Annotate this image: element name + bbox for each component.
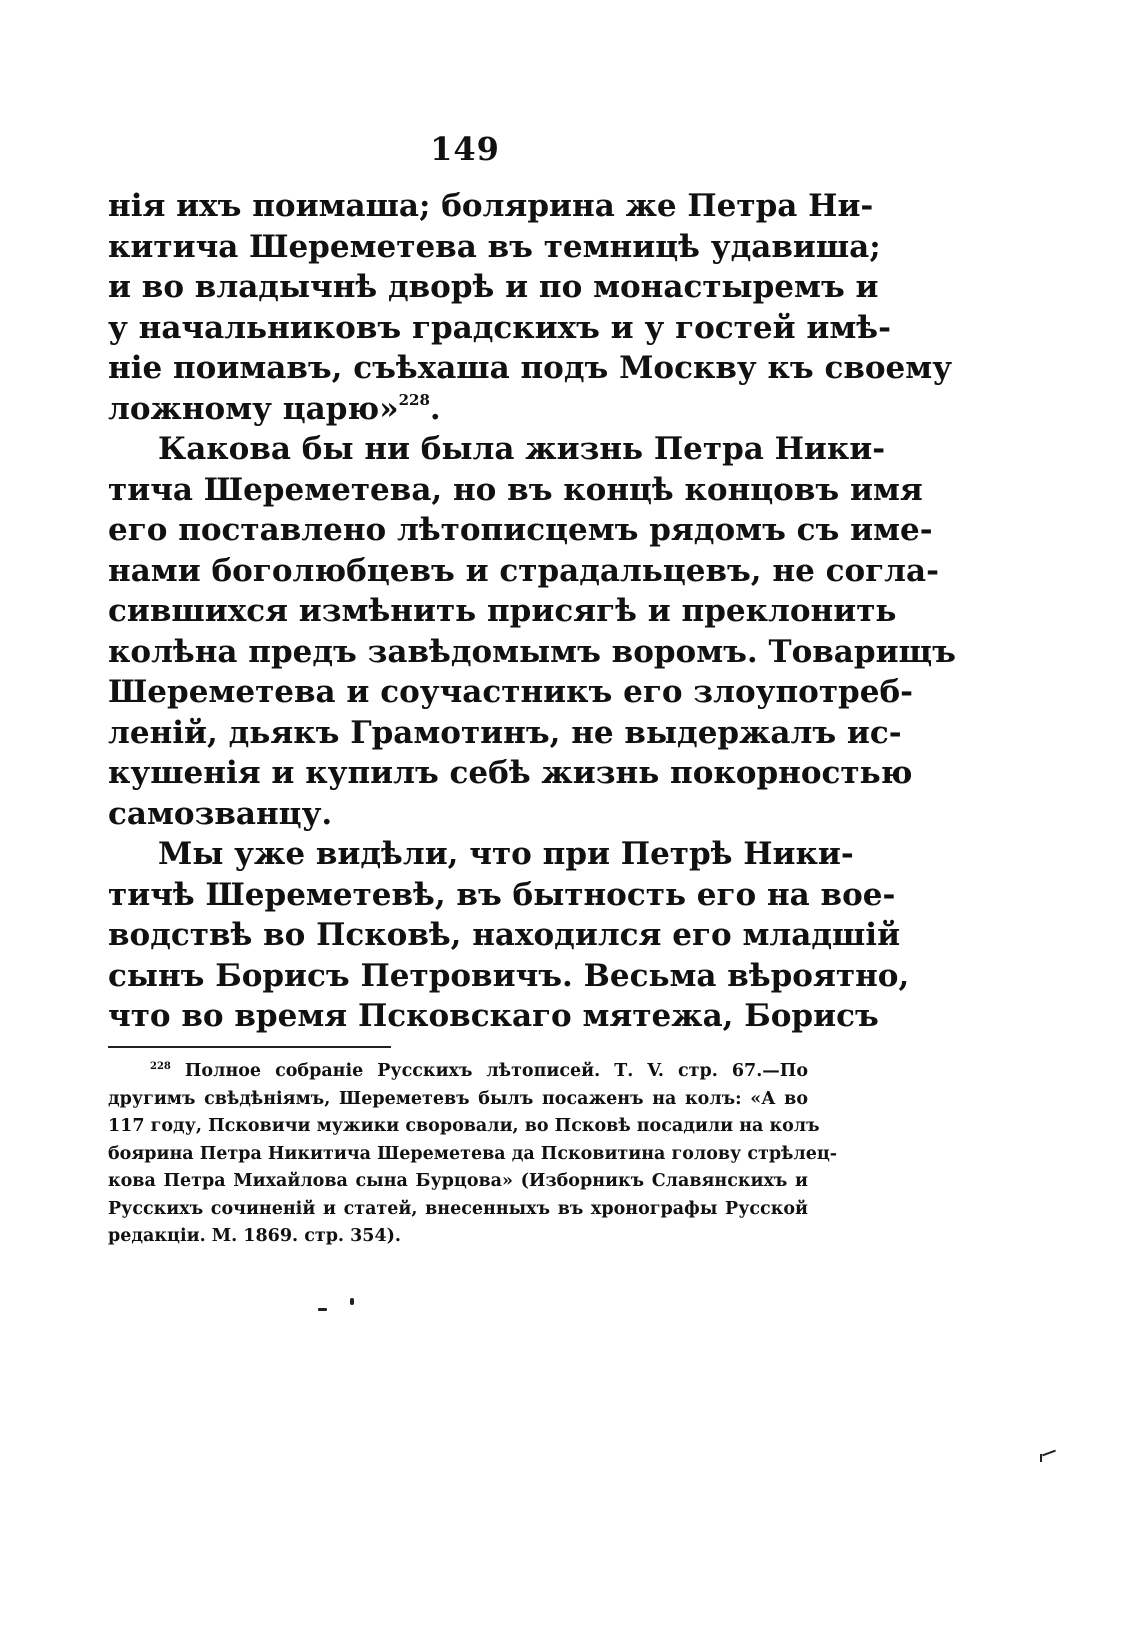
text-fragment: . [429, 390, 441, 427]
text-line: нія ихъ поимаша; болярина же Петра Ни- [108, 188, 874, 224]
scan-speck [1042, 1450, 1056, 1457]
text-line: его поставлено лѣтописцемъ рядомъ съ име- [108, 512, 933, 548]
text-line: нами боголюбцевъ и страдальцевъ, не согла- [108, 552, 939, 589]
footnote-separator [108, 1046, 391, 1048]
scan-speck [318, 1308, 327, 1311]
text-line: леній, дьякъ Грамотинъ, не выдержалъ ис- [108, 714, 902, 751]
footnote-line [108, 1058, 808, 1086]
text-line: сынъ Борисъ Петровичъ. Весьма вѣроятно, [108, 957, 910, 994]
text-line: китича Шереметева въ темницѣ удавиша; [108, 228, 881, 265]
paragraph-3 [108, 834, 910, 1037]
text-line: Мы уже видѣли, что при Петрѣ Ники- [158, 836, 854, 872]
footnote-line: Русскихъ сочиненій и статей, внесенныхъ въ хронографы Русской [108, 1198, 808, 1219]
text-line: и во владычнѣ дворѣ и по монастыремъ и [108, 269, 879, 305]
text-line: тичѣ Шереметевѣ, въ бытность его на вое- [108, 876, 896, 913]
text-fragment: Полное собраніе Русскихъ лѣтописей. Т. V. стр. 67.—По [184, 1061, 809, 1081]
text-line: сившихся измѣнить присягѣ и преклонить [108, 593, 897, 629]
footnote-line: 117 году, Псковичи мужики своровали, во Псковѣ посадили на колъ [108, 1116, 820, 1136]
text-line [108, 389, 808, 430]
text-line: Какова бы ни была жизнь Петра Ники- [158, 431, 886, 467]
text-line: водствѣ во Псковѣ, находился его младшій [108, 917, 901, 953]
scan-speck [350, 1298, 354, 1305]
footnote-mark: 228 [150, 1061, 171, 1072]
page-number: 149 [430, 130, 500, 168]
text-line: что во время Псковскаго мятежа, Борисъ [108, 998, 879, 1034]
text-line: колѣна предъ завѣдомымъ воромъ. Товарищъ [108, 633, 956, 670]
text-line: самозванцу. [108, 795, 333, 832]
footnote-line: другимъ свѣдѣніямъ, Шереметевъ былъ посаженъ на колъ: «А во [108, 1088, 808, 1109]
footnote-reference[interactable]: 228 [398, 390, 430, 409]
text-line: у начальниковъ градскихъ и у гостей имѣ- [108, 309, 891, 346]
text-line: Шереметева и соучастникъ его злоупотреб- [108, 674, 913, 710]
text-fragment: ложному царю» [108, 390, 399, 427]
text-line: кушенія и купилъ себѣ жизнь покорностью [108, 755, 913, 791]
paragraph-1 [108, 186, 953, 429]
footnote-line: кова Петра Михайлова сына Бурцова» (Изборникъ Славянскихъ и [108, 1171, 808, 1191]
text-line: ніе поимавъ, съѣхаша подъ Москву къ своему [108, 350, 953, 386]
paragraph-2 [108, 429, 956, 834]
footnote-line: боярина Петра Никитича Шереметева да Псковитина голову стрѣлец- [108, 1143, 838, 1164]
scan-speck [1040, 1454, 1042, 1462]
main-text [108, 186, 956, 1037]
footnote [108, 1058, 838, 1251]
footnote-line: редакціи. М. 1869. стр. 354). [108, 1226, 402, 1246]
text-line: тича Шереметева, но въ концѣ концовъ имя [108, 471, 923, 508]
